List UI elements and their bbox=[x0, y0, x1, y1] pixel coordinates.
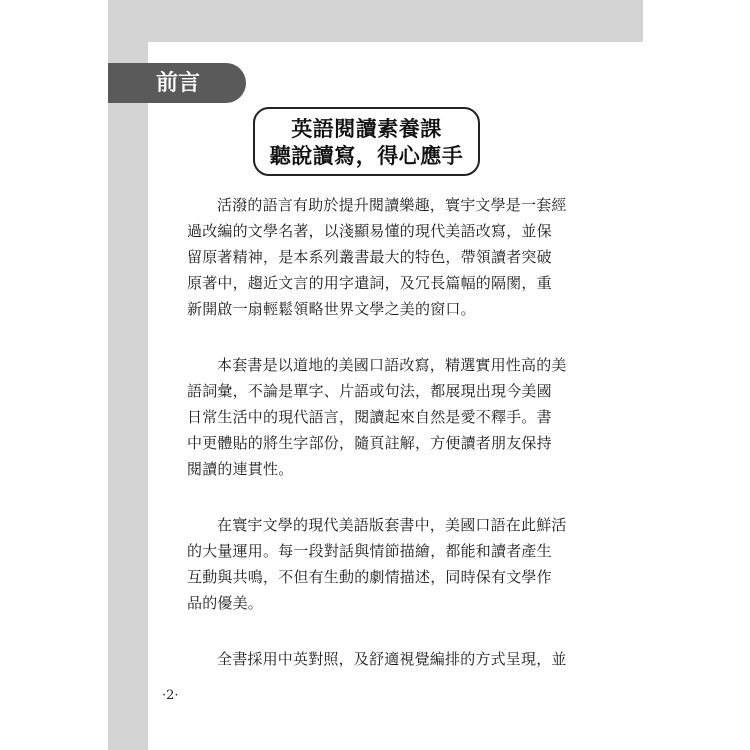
text-line: 留原著精神，是本系列叢書最大的特色，帶領讀者突破 bbox=[187, 248, 552, 266]
text-line: 品的優美。 bbox=[187, 594, 264, 612]
paragraph-4 bbox=[187, 646, 567, 672]
paragraph-2 bbox=[187, 352, 567, 482]
paragraph-1 bbox=[187, 192, 567, 322]
paragraph-3 bbox=[187, 512, 567, 616]
section-tab-preface: 前言 bbox=[108, 63, 246, 103]
text-line: 本套書是以道地的美國口語改寫，精選實用性高的美 bbox=[217, 356, 567, 374]
text-line: 日常生活中的現代語言，閱讀起來自然是愛不釋手。書 bbox=[187, 408, 552, 426]
body-text bbox=[187, 192, 567, 702]
text-line: 互動與共鳴，不但有生動的劇情描述，同時保有文學作 bbox=[187, 568, 552, 586]
text-line: 新開啟一扇輕鬆領略世界文學之美的窗口。 bbox=[187, 300, 476, 318]
page-number: ·2· bbox=[162, 688, 179, 703]
text-line: 全書採用中英對照，及舒適視覺編排的方式呈現，並 bbox=[217, 650, 567, 668]
text-line: 語詞彙，不論是單字、片語或句法，都展現出現今美國 bbox=[187, 382, 552, 400]
text-line: 原著中，趨近文言的用字遣詞，及冗長篇幅的隔閡，重 bbox=[187, 274, 552, 292]
title-line-1: 英語閱讀素養課 bbox=[291, 115, 442, 141]
text-line: 過改編的文學名著，以淺顯易懂的現代美語改寫，並保 bbox=[187, 222, 552, 240]
text-line: 中更體貼的將生字部份，隨頁註解，方便讀者朋友保持 bbox=[187, 434, 552, 452]
title-line-2: 聽說讀寫，得心應手 bbox=[269, 142, 464, 168]
title-box bbox=[253, 107, 480, 176]
text-line: 的大量運用。每一段對話與情節描繪，都能和讀者產生 bbox=[187, 542, 552, 560]
text-line: 活潑的語言有助於提升閱讀樂趣，寰宇文學是一套經 bbox=[217, 196, 567, 214]
text-line: 閱讀的連貫性。 bbox=[187, 460, 294, 478]
text-line: 在寰宇文學的現代美語版套書中，美國口語在此鮮活 bbox=[217, 516, 567, 534]
